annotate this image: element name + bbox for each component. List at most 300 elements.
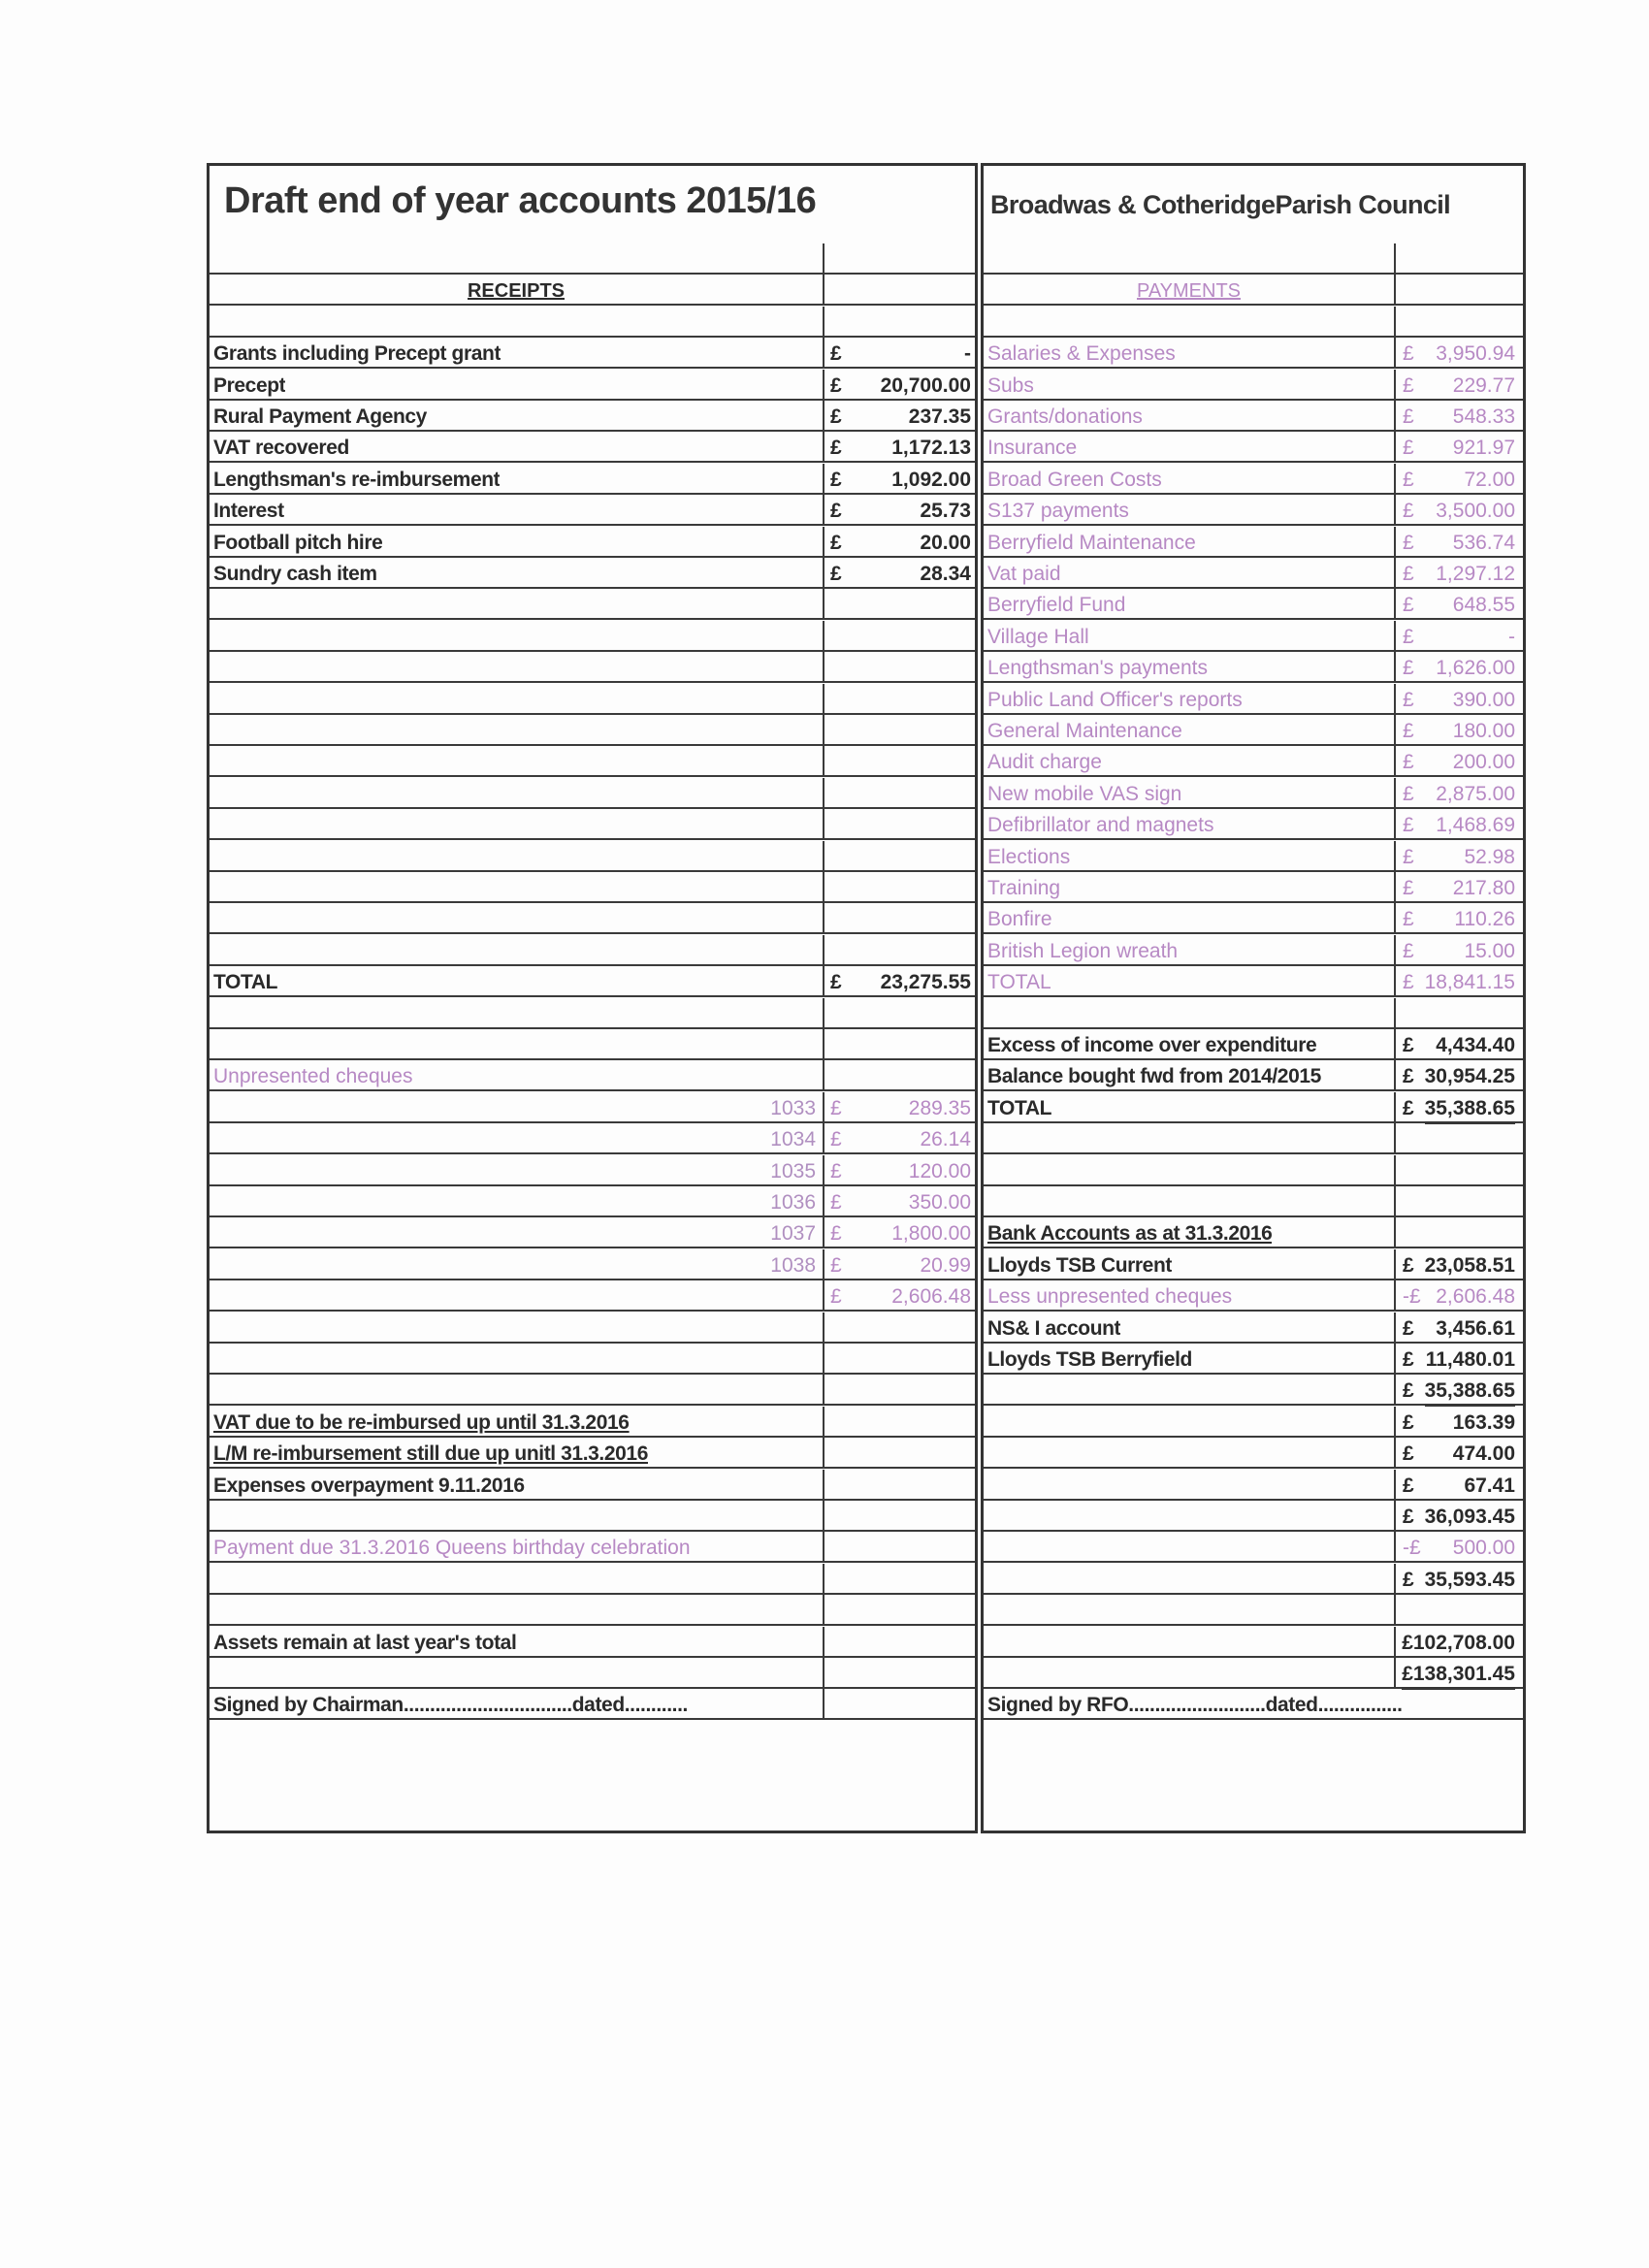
receipts-row: [210, 872, 975, 903]
column-divider: [823, 432, 824, 461]
receipt-amount: -: [964, 342, 971, 366]
payments-row: [984, 1344, 1523, 1375]
payments-row: [984, 1092, 1523, 1123]
column-divider: [823, 841, 824, 870]
cheque-number: 1035: [770, 1159, 816, 1183]
column-divider: [1394, 1658, 1396, 1687]
bank-amount: 23,058.51: [1424, 1253, 1515, 1277]
payment-label: Lengthsman's payments: [987, 657, 1208, 680]
receipts-row: [210, 1564, 975, 1595]
adjustments-total: 35,593.45: [1424, 1568, 1515, 1591]
column-divider: [823, 1532, 824, 1561]
receipts-row: [210, 338, 975, 369]
column-divider: [1394, 1344, 1396, 1373]
cheque-number: 1036: [770, 1191, 816, 1214]
receipt-label: Sundry cash item: [213, 563, 377, 585]
payment-label: Audit charge: [987, 751, 1102, 774]
cheque-number: 1034: [770, 1128, 816, 1151]
payments-row: [984, 1501, 1523, 1532]
receipts-row: [210, 1658, 975, 1689]
column-divider: [1394, 1595, 1396, 1624]
currency-symbol: £: [830, 373, 842, 397]
column-divider: [1394, 872, 1396, 901]
payments-row: [984, 1470, 1523, 1501]
column-divider: [823, 1186, 824, 1215]
receipts-row: [210, 243, 975, 275]
column-divider: [1394, 275, 1396, 304]
currency-symbol: £: [830, 1222, 842, 1246]
currency-symbol: £: [1403, 1410, 1414, 1434]
payment-label: Elections: [987, 845, 1071, 868]
receipts-row: [210, 1532, 975, 1563]
column-divider: [1394, 432, 1396, 461]
column-divider: [1394, 589, 1396, 618]
receipts-row: [210, 998, 975, 1029]
currency-symbol: £: [1403, 1034, 1414, 1056]
payments-row: [984, 338, 1523, 369]
receipts-row: [210, 1627, 975, 1658]
receipts-total-amount: 23,275.55: [880, 971, 971, 994]
receipts-row: [210, 621, 975, 652]
column-divider: [823, 1312, 824, 1342]
receipts-row: [210, 1217, 975, 1248]
column-divider: [823, 1123, 824, 1152]
payment-amount: 2,875.00: [1436, 782, 1515, 805]
currency-symbol: £: [1403, 563, 1414, 585]
payment-label: Public Land Officer's reports: [987, 688, 1243, 711]
cheque-number: 1038: [770, 1253, 816, 1277]
column-divider: [823, 338, 824, 367]
payments-row: [984, 872, 1523, 903]
currency-symbol: £: [1403, 625, 1414, 648]
payment-amount: 110.26: [1454, 908, 1515, 931]
currency-symbol: £: [1403, 1348, 1414, 1371]
column-divider: [1394, 401, 1396, 430]
payment-due-amount: 500.00: [1452, 1537, 1515, 1560]
column-divider: [1394, 1249, 1396, 1279]
currency-symbol: £: [1403, 1065, 1414, 1088]
receipts-row: [210, 1249, 975, 1280]
currency-symbol: £: [830, 563, 842, 585]
column-divider: [1394, 243, 1396, 273]
column-divider: [823, 1217, 824, 1247]
receipts-row: [210, 1280, 975, 1312]
payments-row: [984, 275, 1523, 306]
currency-symbol: -£: [1403, 1285, 1421, 1309]
currency-symbol: £: [830, 1253, 842, 1277]
receipts-row: [210, 558, 975, 589]
bank-heading: Bank Accounts as at 31.3.2016: [987, 1222, 1273, 1246]
receipts-row: [210, 307, 975, 338]
column-divider: [823, 715, 824, 744]
column-divider: [823, 1595, 824, 1624]
payment-amount: 648.55: [1452, 594, 1515, 617]
receipts-row: [210, 275, 975, 306]
receipts-row: [210, 401, 975, 432]
cheque-amount: 289.35: [908, 1096, 971, 1119]
column-divider: [1394, 809, 1396, 838]
receipt-amount: 237.35: [908, 405, 971, 428]
column-divider: [1394, 1186, 1396, 1215]
column-divider: [823, 966, 824, 995]
payments-row: [984, 1123, 1523, 1154]
column-divider: [1394, 841, 1396, 870]
currency-symbol: £: [830, 1128, 842, 1151]
column-divider: [823, 589, 824, 618]
column-divider: [823, 464, 824, 493]
receipts-row: [210, 684, 975, 715]
column-divider: [823, 1029, 824, 1058]
payment-amount: 536.74: [1452, 531, 1515, 554]
currency-symbol: £: [830, 1285, 842, 1309]
receipts-row: [210, 715, 975, 746]
payment-amount: 3,500.00: [1436, 500, 1515, 523]
chairman-signature-line: Signed by Chairman................................dated............: [213, 1694, 688, 1717]
currency-symbol: £: [1403, 594, 1414, 617]
column-divider: [1394, 1564, 1396, 1593]
column-divider: [1394, 307, 1396, 336]
payments-row: [984, 1595, 1523, 1626]
currency-symbol: £: [1403, 437, 1414, 460]
payments-row: [984, 1532, 1523, 1563]
payments-row: [984, 401, 1523, 432]
payment-label: New mobile VAS sign: [987, 782, 1182, 805]
receipt-label: Lengthsman's re-imbursement: [213, 468, 501, 491]
currency-symbol: £: [1403, 720, 1414, 742]
column-divider: [823, 495, 824, 524]
currency-symbol: £: [1403, 405, 1414, 428]
receipts-row: [210, 1155, 975, 1186]
column-divider: [1394, 370, 1396, 399]
assets-label: Assets remain at last year's total: [213, 1631, 517, 1654]
cheque-number: 1033: [770, 1096, 816, 1119]
column-divider: [1394, 558, 1396, 587]
receipts-row: [210, 1689, 975, 1720]
column-divider: [1394, 1501, 1396, 1530]
column-divider: [823, 243, 824, 273]
column-divider: [823, 746, 824, 775]
column-divider: [1394, 778, 1396, 807]
payment-label: General Maintenance: [987, 720, 1182, 742]
column-divider: [823, 935, 824, 964]
receipts-row: [210, 966, 975, 997]
payments-row: [984, 778, 1523, 809]
payment-amount: 217.80: [1452, 877, 1515, 899]
column-divider: [823, 1438, 824, 1467]
column-divider: [1394, 1280, 1396, 1310]
payments-row: [984, 1658, 1523, 1689]
payments-row: [984, 1280, 1523, 1312]
currency-symbol: £: [1403, 971, 1414, 994]
column-divider: [1394, 1627, 1396, 1656]
adjustment-amount: 474.00: [1452, 1442, 1515, 1466]
column-divider: [1394, 1123, 1396, 1152]
currency-symbol: £: [1403, 751, 1414, 774]
receipts-row: [210, 841, 975, 872]
payment-amount: -: [1508, 625, 1515, 648]
receipts-row: [210, 778, 975, 809]
receipts-row: [210, 1312, 975, 1344]
payment-label: Defibrillator and magnets: [987, 814, 1214, 837]
currency-symbol: £: [830, 500, 842, 523]
receipts-row: [210, 903, 975, 934]
receipts-row: [210, 589, 975, 620]
currency-symbol: £: [1403, 342, 1414, 366]
column-divider: [823, 1564, 824, 1593]
payments-row: [984, 558, 1523, 589]
column-divider: [1394, 527, 1396, 556]
payment-amount: 229.77: [1452, 373, 1515, 397]
summary-label: Balance bought fwd from 2014/2015: [987, 1065, 1321, 1088]
payments-row: [984, 1249, 1523, 1280]
column-divider: [1394, 495, 1396, 524]
payment-label: S137 payments: [987, 500, 1129, 523]
receipt-amount: 1,092.00: [891, 468, 971, 491]
currency-symbol: £: [1403, 500, 1414, 523]
bank-amount: 2,606.48: [1436, 1285, 1515, 1309]
column-divider: [823, 1155, 824, 1184]
bank-label: Less unpresented cheques: [987, 1285, 1233, 1309]
summary-label: Excess of income over expenditure: [987, 1034, 1317, 1056]
receipts-row: [210, 1375, 975, 1406]
currency-symbol: £: [830, 1159, 842, 1183]
column-divider: [823, 1407, 824, 1436]
payments-row: [984, 1627, 1523, 1658]
payments-row: [984, 746, 1523, 777]
summary-amount: 35,388.65: [1425, 1092, 1515, 1124]
currency-symbol: £: [1403, 468, 1414, 491]
payments-row: [984, 1312, 1523, 1344]
column-divider: [823, 872, 824, 901]
column-divider: [823, 809, 824, 838]
receipts-row: [210, 652, 975, 683]
cheque-amount: 1,800.00: [891, 1222, 971, 1246]
cheque-amount: 120.00: [908, 1159, 971, 1183]
currency-symbol: -£: [1403, 1537, 1421, 1560]
payments-row: [984, 1564, 1523, 1595]
currency-symbol: £: [830, 405, 842, 428]
payments-row: [984, 1186, 1523, 1217]
page-title: Draft end of year accounts 2015/16: [224, 180, 817, 221]
payment-due-label: Payment due 31.3.2016 Queens birthday celebration: [213, 1537, 691, 1560]
adjustment-label: L/M re-imbursement still due up unitl 31.3.2016: [213, 1442, 648, 1466]
column-divider: [823, 1501, 824, 1530]
receipts-total-label: TOTAL: [213, 971, 278, 994]
currency-symbol: £: [830, 531, 842, 554]
column-divider: [823, 1470, 824, 1499]
payments-row: [984, 464, 1523, 495]
payment-label: Broad Green Costs: [987, 468, 1162, 491]
column-divider: [1394, 1407, 1396, 1436]
payment-amount: 921.97: [1452, 437, 1515, 460]
payments-row: [984, 432, 1523, 463]
column-divider: [1394, 746, 1396, 775]
payment-label: Insurance: [987, 437, 1078, 460]
column-divider: [823, 998, 824, 1027]
payment-label: Village Hall: [987, 625, 1089, 648]
currency-symbol: £: [1403, 1568, 1414, 1591]
payments-row: [984, 1217, 1523, 1248]
summary-amount: 4,434.40: [1436, 1034, 1515, 1056]
payments-row: [984, 809, 1523, 840]
receipt-amount: 20.00: [920, 531, 971, 554]
bank-label: Lloyds TSB Current: [987, 1253, 1172, 1277]
column-divider: [1394, 621, 1396, 650]
payment-label: British Legion wreath: [987, 939, 1179, 962]
payments-row: [984, 715, 1523, 746]
currency-symbol: £: [1403, 939, 1414, 962]
column-divider: [823, 1249, 824, 1279]
receipts-row: [210, 1407, 975, 1438]
column-divider: [1394, 903, 1396, 932]
payments-row: [984, 652, 1523, 683]
payment-label: Berryfield Fund: [987, 594, 1126, 617]
payments-heading: PAYMENTS: [1136, 280, 1242, 303]
receipt-amount: 28.34: [920, 563, 971, 585]
payments-row: [984, 998, 1523, 1029]
currency-symbol: £: [1403, 908, 1414, 931]
payment-label: Bonfire: [987, 908, 1052, 931]
column-divider: [1394, 684, 1396, 713]
column-divider: [823, 652, 824, 681]
column-divider: [823, 1092, 824, 1121]
payment-amount: 3,950.94: [1436, 342, 1515, 366]
currency-symbol: £: [1403, 845, 1414, 868]
currency-symbol: £: [1403, 1379, 1414, 1403]
column-divider: [823, 684, 824, 713]
payments-row: [984, 243, 1523, 275]
column-divider: [1394, 1060, 1396, 1089]
payment-amount: 390.00: [1452, 688, 1515, 711]
column-divider: [1394, 464, 1396, 493]
payments-total-amount: 18,841.15: [1424, 971, 1515, 994]
payments-row: [984, 966, 1523, 997]
column-divider: [823, 1375, 824, 1404]
payment-label: Vat paid: [987, 563, 1061, 585]
receipts-row: [210, 1060, 975, 1091]
payments-row: [984, 527, 1523, 558]
payments-row: [984, 589, 1523, 620]
unpresented-total-amount: 2,606.48: [891, 1285, 971, 1309]
column-divider: [823, 1060, 824, 1089]
cheque-number: 1037: [770, 1222, 816, 1246]
receipts-row: [210, 1501, 975, 1532]
column-divider: [1394, 652, 1396, 681]
payment-label: Grants/donations: [987, 405, 1143, 428]
currency-symbol: £: [830, 1191, 842, 1214]
column-divider: [1394, 1375, 1396, 1404]
currency-symbol: £: [830, 342, 842, 366]
receipt-label: Precept: [213, 373, 286, 397]
receipts-row: [210, 1344, 975, 1375]
currency-symbol: £: [1403, 657, 1414, 680]
column-divider: [823, 401, 824, 430]
cheque-amount: 26.14: [920, 1128, 971, 1151]
payments-row: [984, 903, 1523, 934]
cheque-amount: 20.99: [920, 1253, 971, 1277]
accounts-sheet: [207, 163, 1526, 1833]
payment-label: Berryfield Maintenance: [987, 531, 1196, 554]
payments-row: [984, 621, 1523, 652]
payments-row: [984, 1155, 1523, 1186]
column-divider: [823, 370, 824, 399]
currency-symbol: £: [1403, 1316, 1414, 1340]
adjustment-amount: 67.41: [1464, 1474, 1515, 1497]
payments-row: [984, 1375, 1523, 1406]
column-divider: [1394, 1092, 1396, 1121]
bank-label: NS& I account: [987, 1316, 1121, 1340]
summary-amount: 30,954.25: [1424, 1065, 1515, 1088]
payment-amount: 1,468.69: [1436, 814, 1515, 837]
column-divider: [823, 1280, 824, 1310]
payments-row: [984, 1060, 1523, 1091]
payments-row: [984, 1407, 1523, 1438]
currency-symbol: £: [830, 468, 842, 491]
currency-symbol: £: [1403, 373, 1414, 397]
column-divider: [1394, 1312, 1396, 1342]
currency-symbol: £: [1403, 1442, 1414, 1466]
rfo-signature-line: Signed by RFO..........................dated................: [987, 1694, 1403, 1717]
currency-symbol: £: [1403, 1253, 1414, 1277]
column-divider: [823, 778, 824, 807]
payments-row: [984, 1029, 1523, 1060]
column-divider: [823, 1658, 824, 1687]
payments-row: [984, 370, 1523, 401]
bank-amount: 11,480.01: [1425, 1348, 1515, 1371]
column-divider: [823, 903, 824, 932]
receipts-row: [210, 746, 975, 777]
payments-row: [984, 684, 1523, 715]
bank-amount: 3,456.61: [1436, 1316, 1515, 1340]
receipts-row: [210, 1186, 975, 1217]
assets-amount: £102,708.00: [1402, 1631, 1515, 1654]
column-divider: [823, 307, 824, 336]
payment-amount: 180.00: [1452, 720, 1515, 742]
currency-symbol: £: [1403, 688, 1414, 711]
payment-amount: 52.98: [1464, 845, 1515, 868]
currency-symbol: £: [830, 437, 842, 460]
column-divider: [823, 275, 824, 304]
receipts-row: [210, 370, 975, 401]
currency-symbol: £: [1403, 1506, 1414, 1528]
column-divider: [1394, 1029, 1396, 1058]
payment-amount: 1,297.12: [1436, 563, 1515, 585]
adjustments-subtotal: 36,093.45: [1424, 1506, 1515, 1528]
column-divider: [1394, 1438, 1396, 1467]
receipts-row: [210, 809, 975, 840]
receipts-row: [210, 464, 975, 495]
receipt-amount: 25.73: [920, 500, 971, 523]
currency-symbol: £: [1403, 1474, 1414, 1497]
adjustment-amount: 163.39: [1452, 1410, 1515, 1434]
column-divider: [823, 1689, 824, 1718]
column-divider: [823, 621, 824, 650]
receipts-row: [210, 432, 975, 463]
column-divider: [1394, 338, 1396, 367]
assets-grand-total: £138,301.45: [1402, 1658, 1515, 1690]
currency-symbol: £: [830, 1096, 842, 1119]
column-divider: [1394, 715, 1396, 744]
payments-row: [984, 307, 1523, 338]
receipt-label: VAT recovered: [213, 437, 349, 460]
payments-row: [984, 495, 1523, 526]
receipts-row: [210, 1092, 975, 1123]
column-divider: [1394, 966, 1396, 995]
bank-label: Lloyds TSB Berryfield: [987, 1348, 1192, 1371]
receipts-row: [210, 935, 975, 966]
summary-label: TOTAL: [987, 1096, 1052, 1119]
receipts-row: [210, 1595, 975, 1626]
